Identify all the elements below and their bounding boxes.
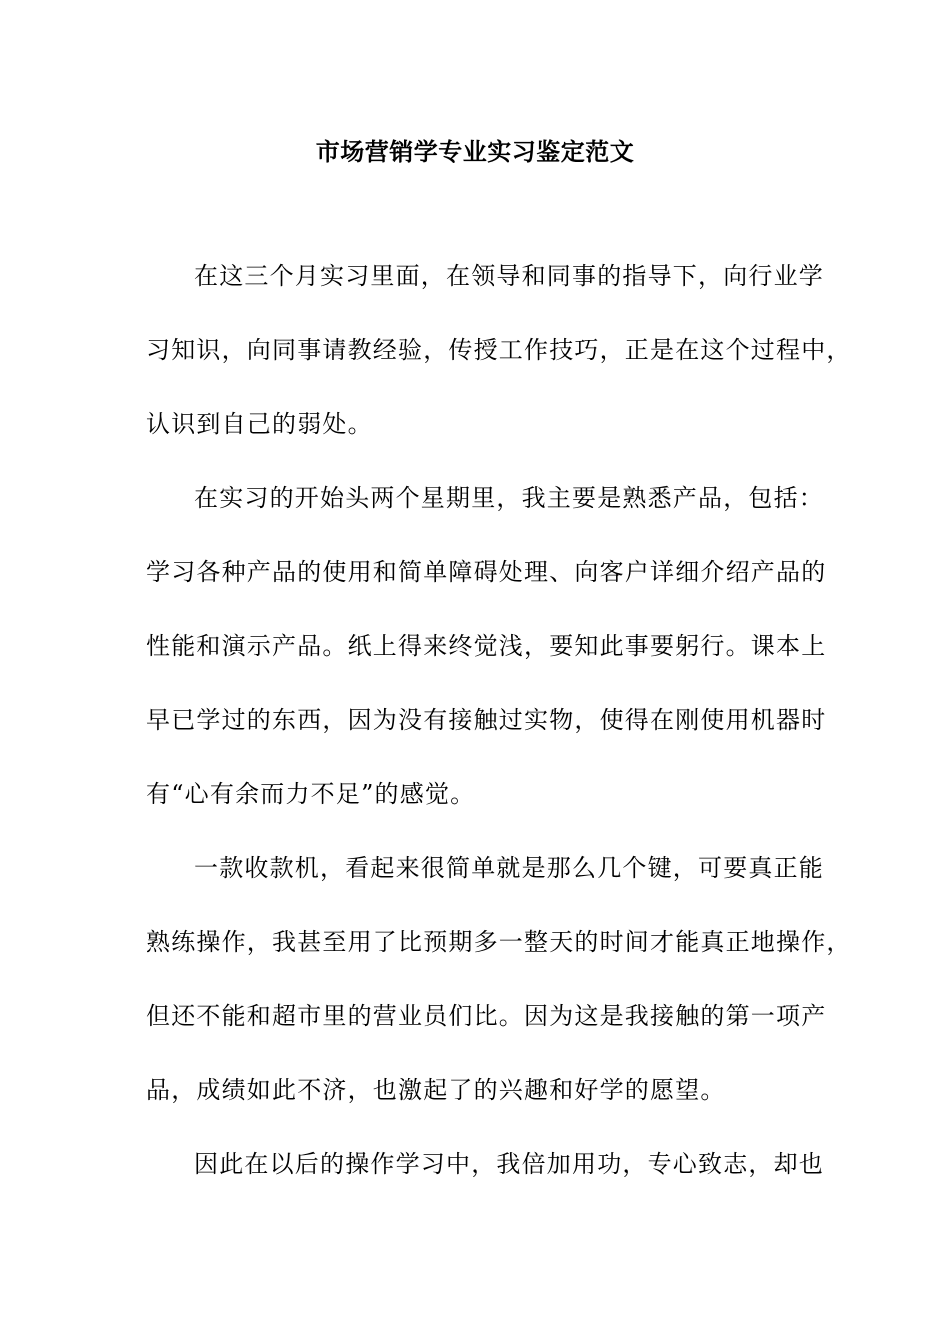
- paragraph-2-line-1: 在实习的开始头两个星期里，我主要是熟悉产品，包括：: [194, 484, 824, 512]
- paragraph-2-line-4: 早已学过的东西，因为没有接触过实物，使得在刚使用机器时: [146, 706, 827, 734]
- paragraph-2-line-2: 学习各种产品的使用和简单障碍处理、向客户详细介绍产品的: [146, 558, 827, 586]
- paragraph-1-line-3: 认识到自己的弱处。: [146, 410, 373, 438]
- paragraph-3-line-3: 但还不能和超市里的营业员们比。因为这是我接触的第一项产: [146, 1002, 827, 1030]
- paragraph-1-line-1: 在这三个月实习里面，在领导和同事的指导下，向行业学: [194, 262, 824, 290]
- document-title: 市场营销学专业实习鉴定范文: [315, 138, 635, 166]
- paragraph-3-line-1: 一款收款机，看起来很简单就是那么几个键，可要真正能: [194, 854, 824, 882]
- paragraph-4-line-1: 因此在以后的操作学习中，我倍加用功，专心致志，却也: [194, 1150, 824, 1178]
- paragraph-2-line-5: 有“心有余而力不足”的感觉。: [146, 780, 476, 808]
- paragraph-3-line-2: 熟练操作，我甚至用了比预期多一整天的时间才能真正地操作，: [146, 928, 852, 956]
- paragraph-3-line-4: 品，成绩如此不济，也激起了的兴趣和好学的愿望。: [146, 1076, 726, 1104]
- paragraph-2-line-3: 性能和演示产品。纸上得来终觉浅，要知此事要躬行。课本上: [146, 632, 827, 660]
- paragraph-1-line-2: 习知识，向同事请教经验，传授工作技巧，正是在这个过程中，: [146, 336, 852, 364]
